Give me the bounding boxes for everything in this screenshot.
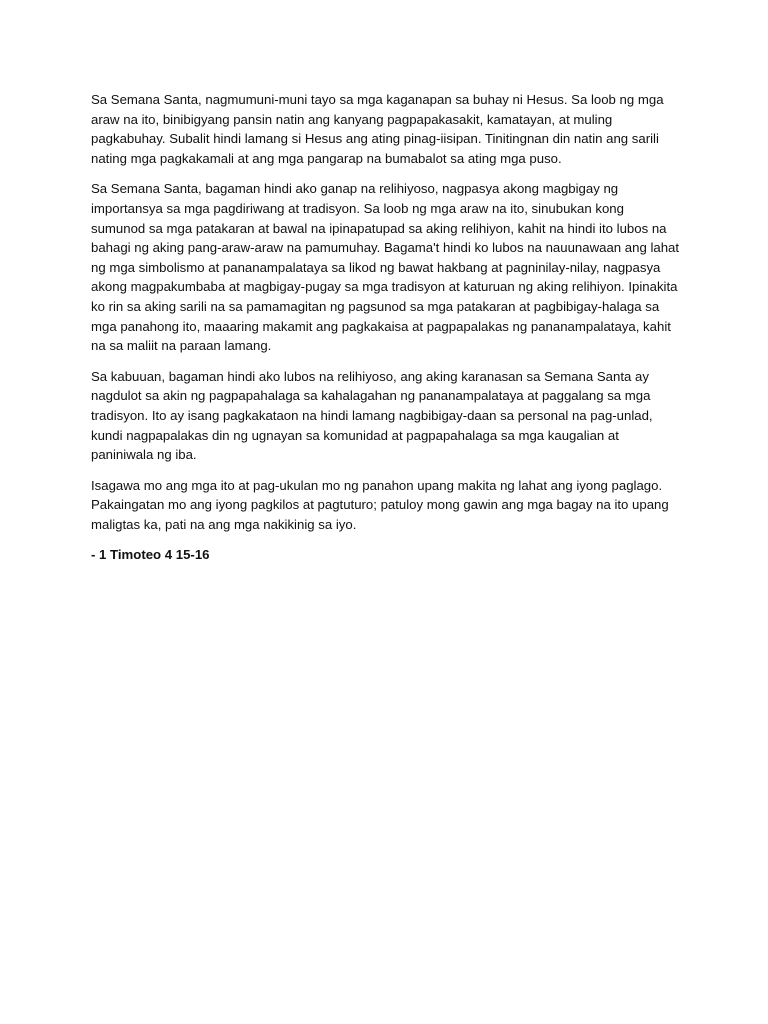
verse-citation: - 1 Timoteo 4 15-16: [91, 547, 210, 563]
paragraph-2: Sa Semana Santa, bagaman hindi ako ganap na relihiyoso, nagpasya akong magbigay ng importansya sa mga pagdiriwang at tradisyon. Sa loob ng mga araw na ito, sinubukan kong sumunod sa mga patakaran at bawal na ipinapatupad sa aking relihiyon, kahit na hindi ito lubos na bahagi ng aking pang-araw-araw na pamumuhay. Bagama't hindi ko lubos na nauunawaan ang lahat ng mga simbolismo at pananampalataya sa likod ng bawat hakbang at pagninilay-nilay, nagpasya akong magpakumbaba at magbigay-pugay sa mga tradisyon at katuruan ng aking relihiyon. Ipinakita ko rin sa aking sarili na sa pamamagitan ng pagsunod sa mga patakaran at pagbibigay-halaga sa mga panahong ito, maaaring makamit ang pagkakaisa at pagpapalakas ng pananampalataya, kahit na sa maliit na paraan lamang.: [91, 181, 680, 354]
paragraph-3: Sa kabuuan, bagaman hindi ako lubos na relihiyoso, ang aking karanasan sa Semana Santa ay nagdulot sa akin ng pagpapahalaga sa kahalagahan ng pananampalataya at paggalang sa mga tradisyon. Ito ay isang pagkakataon na hindi lamang nagbibigay-daan sa personal na pag-unlad, kundi nagpapalakas din ng ugnayan sa komunidad at pagpapahalaga sa mga kaugalian at paniniwala ng iba.: [91, 368, 653, 463]
paragraph-1: Sa Semana Santa, nagmumuni-muni tayo sa mga kaganapan sa buhay ni Hesus. Sa loob ng mga araw na ito, binibigyang pansin natin ang kanyang pagpapakasakit, kamatayan, at muling pagkabuhay. Subalit hindi lamang si Hesus ang ating pinag-iisipan. Tinitingnan din natin ang sarili nating mga pagkakamali at ang mga pangarap na bumabalot sa ating mga puso.: [91, 92, 664, 166]
paragraph-4-bible-verse: Isagawa mo ang mga ito at pag-ukulan mo ng panahon upang makita ng lahat ang iyong paglago. Pakaingatan mo ang iyong pagkilos at pagtuturo; patuloy mong gawin ang mga bagay na ito upang maligtas ka, pati na ang mga nakikinig sa iyo.: [91, 477, 669, 532]
document-body: [91, 90, 681, 565]
